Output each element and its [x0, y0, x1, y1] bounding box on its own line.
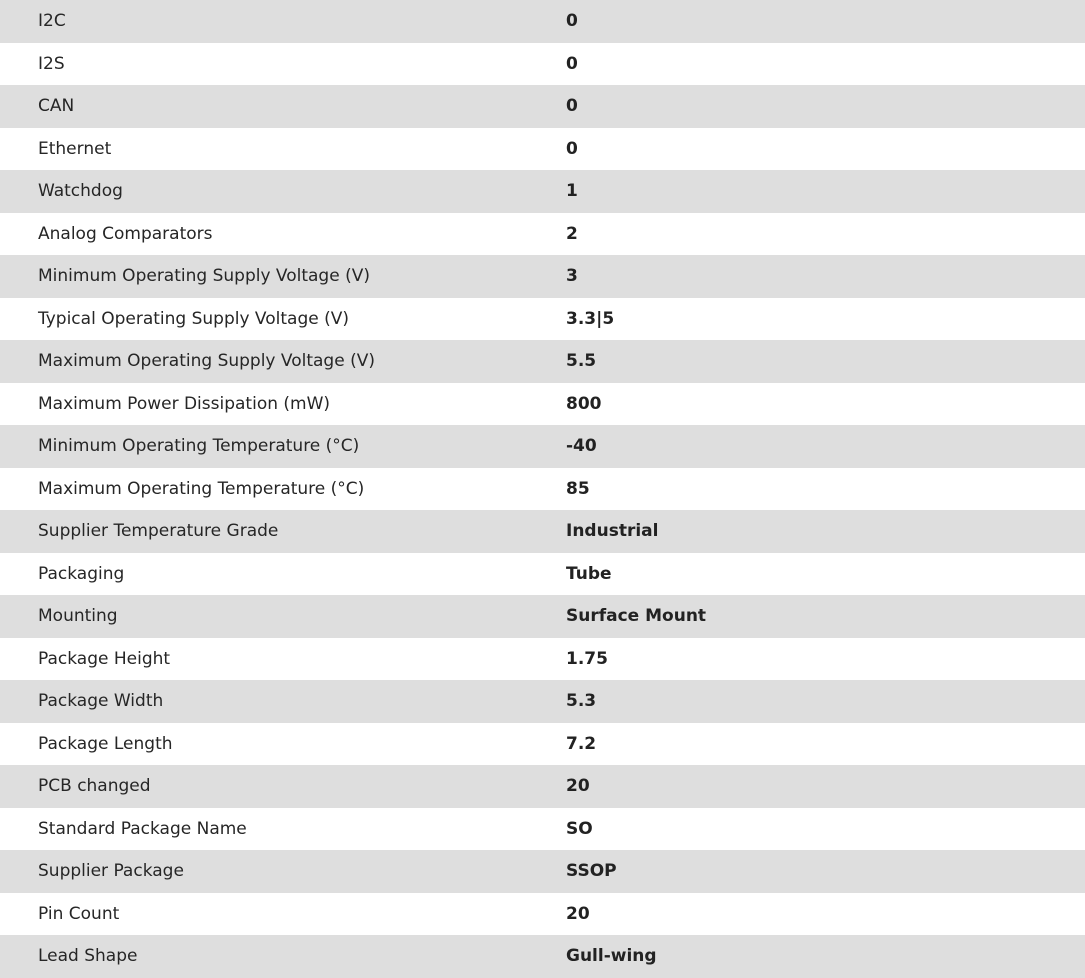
- spec-row-supplier-package: [0, 850, 1085, 893]
- spec-value: 0: [566, 11, 578, 32]
- spec-label: Maximum Operating Temperature (°C): [38, 478, 365, 499]
- spec-label: Supplier Temperature Grade: [38, 521, 279, 542]
- spec-value: 0: [566, 138, 578, 159]
- spec-value: SO: [566, 818, 593, 839]
- spec-row-i2s: [0, 43, 1085, 86]
- spec-value: SSOP: [566, 861, 617, 882]
- spec-label: Pin Count: [38, 903, 120, 924]
- spec-row-min-supply-voltage: [0, 255, 1085, 298]
- spec-row-max-power-dissipation: [0, 383, 1085, 426]
- spec-label: PCB changed: [38, 776, 151, 797]
- spec-row-packaging: [0, 553, 1085, 596]
- spec-row-package-height: [0, 638, 1085, 681]
- spec-value: 7.2: [566, 733, 597, 754]
- spec-value: 2: [566, 223, 578, 244]
- spec-label: Packaging: [38, 563, 125, 584]
- spec-label: Watchdog: [38, 181, 123, 202]
- spec-value: Tube: [566, 563, 612, 584]
- spec-label: CAN: [38, 96, 75, 117]
- spec-label: Mounting: [38, 606, 118, 627]
- spec-row-lead-shape: [0, 935, 1085, 978]
- spec-row-pcb-changed: [0, 765, 1085, 808]
- spec-value: 85: [566, 478, 590, 499]
- spec-value: 3.3|5: [566, 308, 615, 329]
- spec-value: -40: [566, 436, 597, 457]
- spec-value: 0: [566, 96, 578, 117]
- spec-row-mounting: [0, 595, 1085, 638]
- spec-label: I2C: [38, 11, 66, 32]
- spec-value: 20: [566, 903, 590, 924]
- spec-label: Minimum Operating Temperature (°C): [38, 436, 360, 457]
- spec-row-i2c: [0, 0, 1085, 43]
- spec-label: Typical Operating Supply Voltage (V): [38, 308, 349, 329]
- spec-row-watchdog: [0, 170, 1085, 213]
- spec-value: 3: [566, 266, 578, 287]
- spec-row-min-operating-temperature: [0, 425, 1085, 468]
- spec-value: 1.75: [566, 648, 608, 669]
- spec-label: Maximum Operating Supply Voltage (V): [38, 351, 375, 372]
- spec-label: Ethernet: [38, 138, 112, 159]
- spec-row-can: [0, 85, 1085, 128]
- spec-value: 5.5: [566, 351, 597, 372]
- spec-label: Package Height: [38, 648, 171, 669]
- spec-row-max-supply-voltage: [0, 340, 1085, 383]
- spec-value: 20: [566, 776, 590, 797]
- spec-value: Surface Mount: [566, 606, 707, 627]
- spec-row-ethernet: [0, 128, 1085, 171]
- spec-row-supplier-temperature-grade: [0, 510, 1085, 553]
- spec-value: Industrial: [566, 521, 659, 542]
- spec-row-analog-comparators: [0, 213, 1085, 256]
- spec-label: Minimum Operating Supply Voltage (V): [38, 266, 370, 287]
- spec-label: Package Length: [38, 733, 173, 754]
- spec-label: Lead Shape: [38, 946, 138, 967]
- spec-value: 5.3: [566, 691, 597, 712]
- spec-row-typical-supply-voltage: [0, 298, 1085, 341]
- spec-value: Gull-wing: [566, 946, 657, 967]
- spec-row-max-operating-temperature: [0, 468, 1085, 511]
- spec-label: Maximum Power Dissipation (mW): [38, 393, 331, 414]
- spec-row-pin-count: [0, 893, 1085, 936]
- spec-row-standard-package-name: [0, 808, 1085, 851]
- spec-label: Supplier Package: [38, 861, 184, 882]
- spec-label: Package Width: [38, 691, 164, 712]
- spec-label: Standard Package Name: [38, 818, 247, 839]
- spec-value: 0: [566, 53, 578, 74]
- spec-label: Analog Comparators: [38, 223, 213, 244]
- spec-row-package-length: [0, 723, 1085, 766]
- spec-value: 1: [566, 181, 578, 202]
- spec-label: I2S: [38, 53, 65, 74]
- spec-value: 800: [566, 393, 602, 414]
- spec-row-package-width: [0, 680, 1085, 723]
